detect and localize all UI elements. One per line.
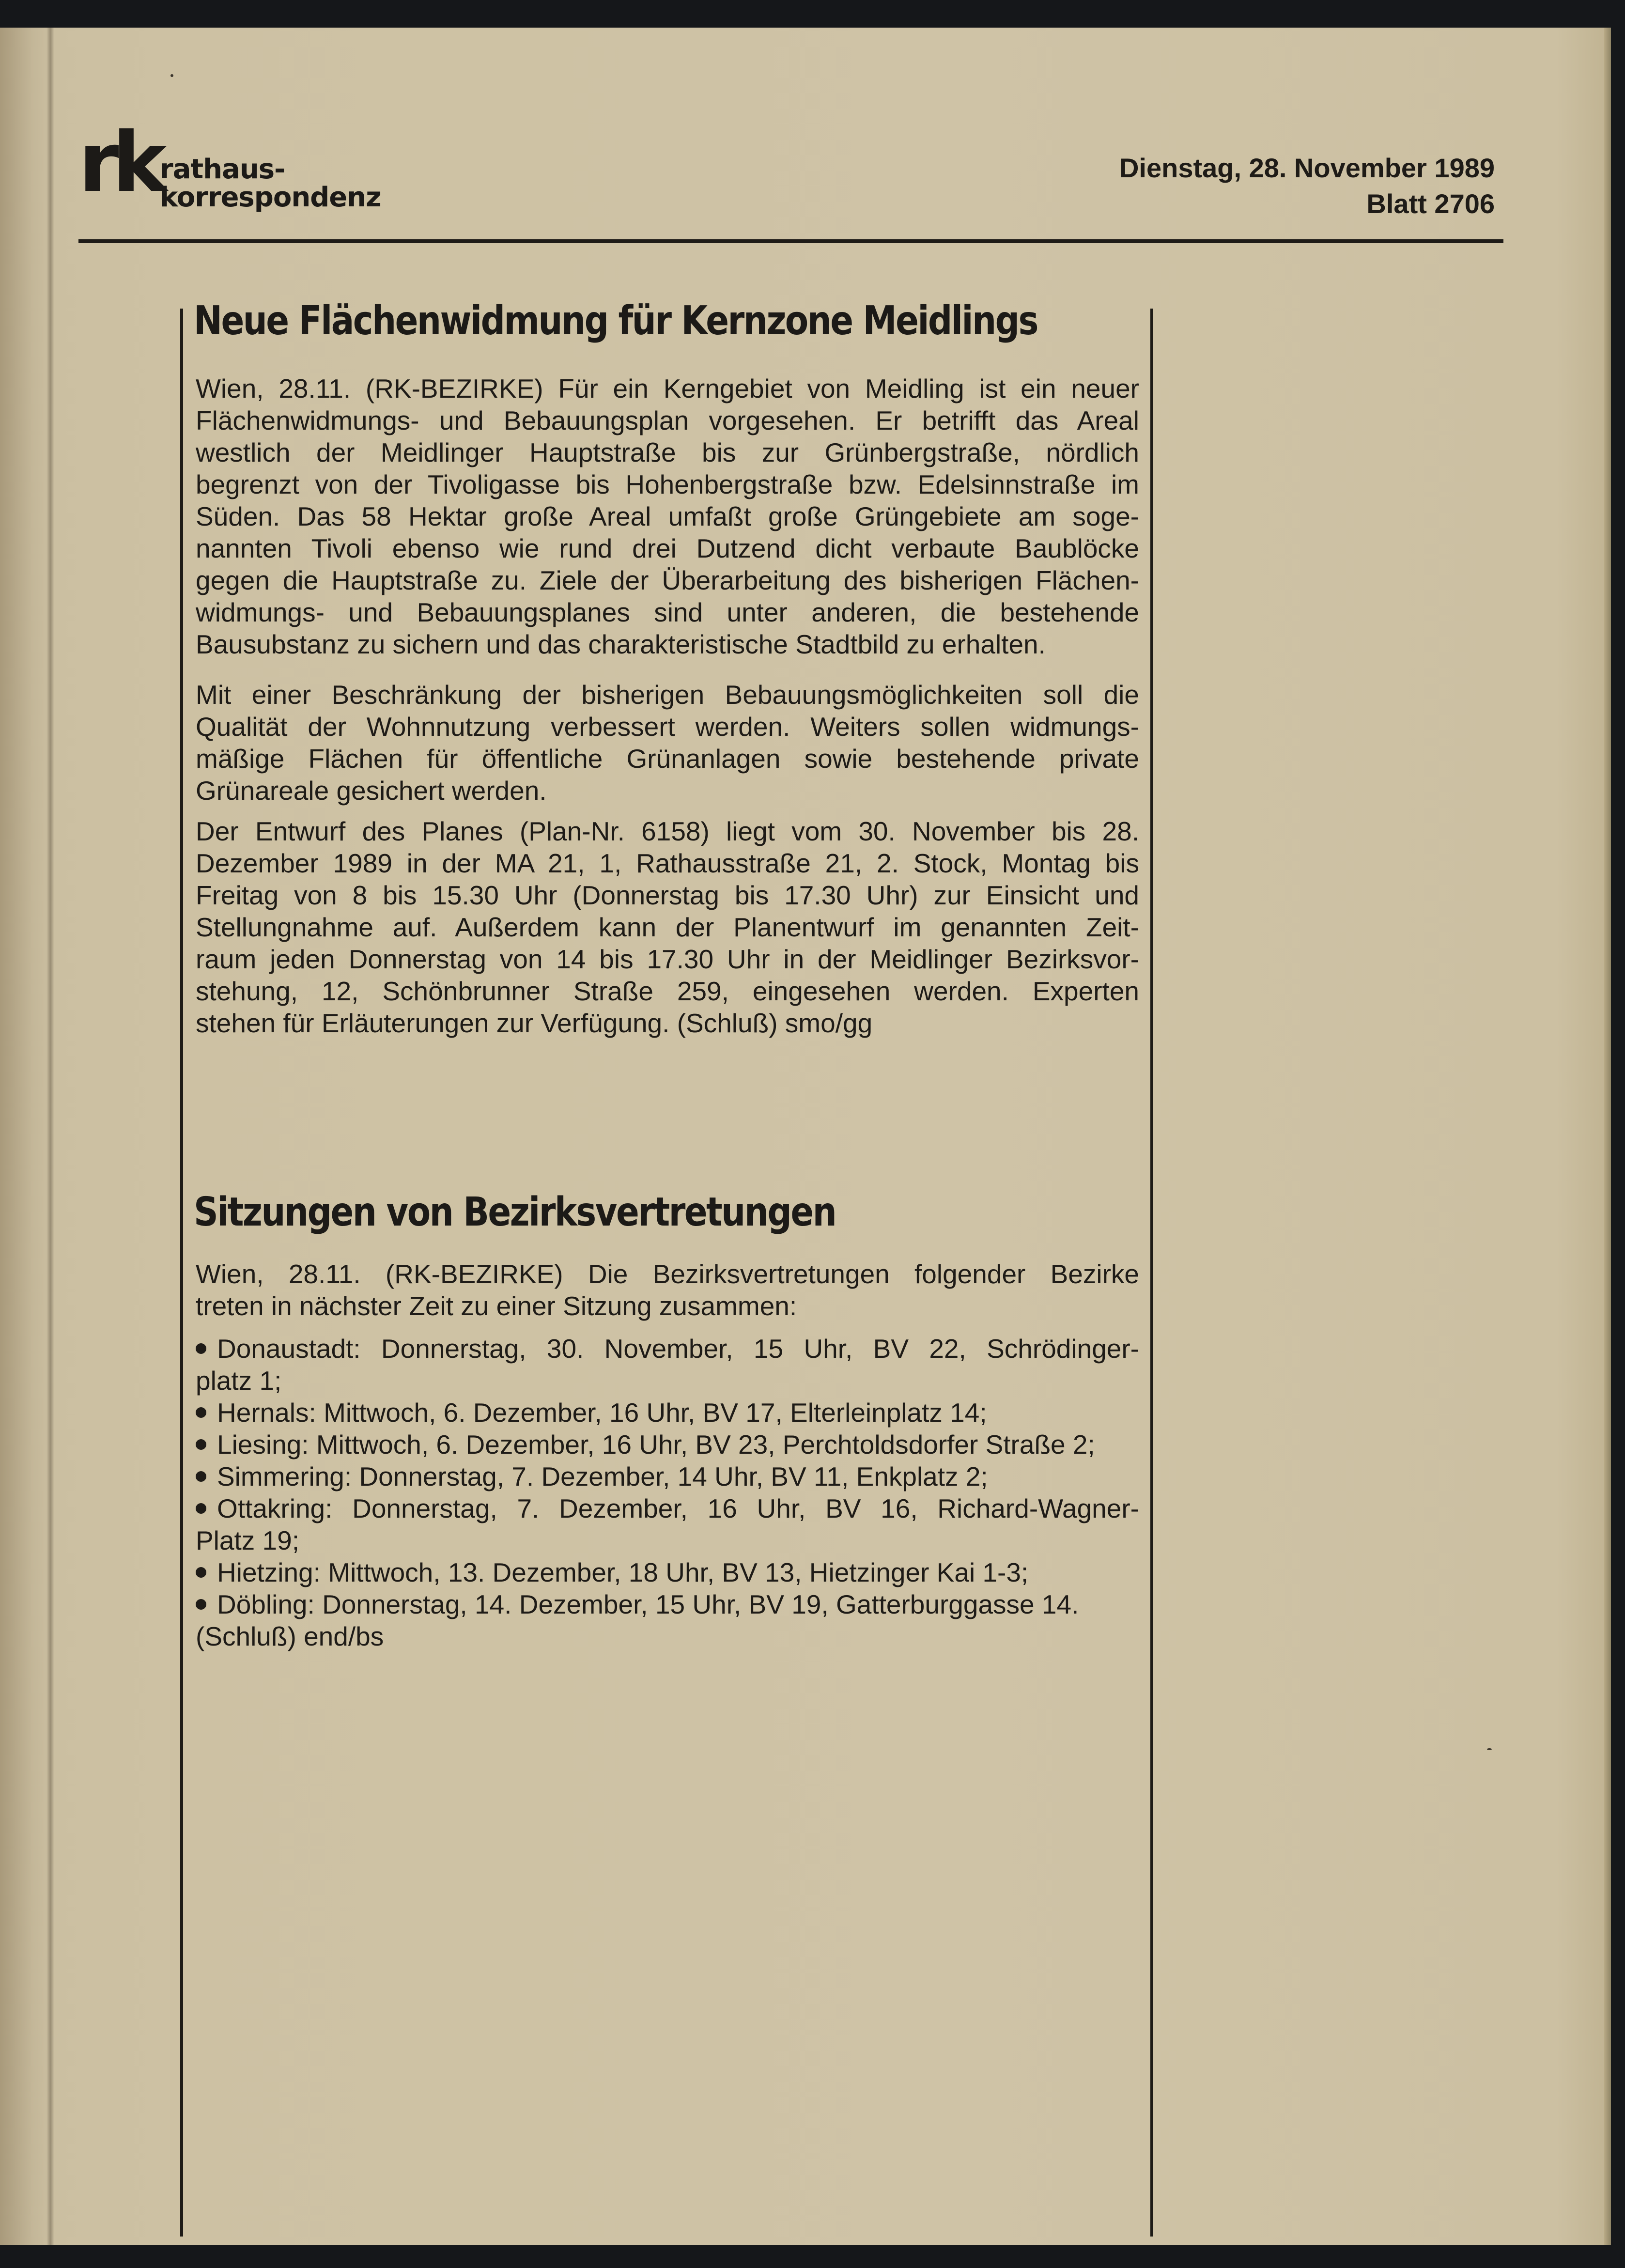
sheet-number: Blatt 2706 [1366, 188, 1495, 219]
bullet-icon [196, 1471, 206, 1482]
scanned-page [0, 28, 1604, 2245]
text-line: Freitag von 8 bis 15.30 Uhr (Donnerstag bis 17.30 Uhr) zur Einsicht und [196, 880, 1139, 910]
issue-date: Dienstag, 28. November 1989 [1119, 153, 1495, 183]
list-item [196, 1460, 1139, 1492]
paper-speck [170, 74, 173, 77]
text-line: gegen die Hauptstraße zu. Ziele der Überarbeitung des bisherigen Flächen- [196, 565, 1139, 595]
text-line: Qualität der Wohnnutzung verbessert werden. Weiters sollen widmungs- [196, 712, 1139, 742]
binding-fold [46, 28, 54, 2245]
text-line: Flächenwidmungs- und Bebauungsplan vorgesehen. Er betrifft das Areal [196, 405, 1139, 435]
text-line: Dezember 1989 in der MA 21, 1, Rathausstraße 21, 2. Stock, Montag bis [196, 848, 1139, 878]
logo-line-1: rathaus- [160, 154, 285, 185]
article-1-paragraph-2 [196, 679, 1139, 807]
text-line: Mit einer Beschränkung der bisherigen Bebauungsmöglichkeiten soll die [196, 680, 1139, 710]
list-item [196, 1556, 1139, 1588]
list-item-text: Hernals: Mittwoch, 6. Dezember, 16 Uhr, BV 17, Elterleinplatz 14; [217, 1398, 987, 1428]
text-line: Süden. Das 58 Hektar große Areal umfaßt große Grüngebiete am soge- [196, 501, 1139, 531]
text-line: raum jeden Donnerstag von 14 bis 17.30 Uhr in der Meidlinger Bezirksvor- [196, 944, 1139, 974]
list-item-text: Donaustadt: Donnerstag, 30. November, 15 Uhr, BV 22, Schrödinger- [217, 1334, 1139, 1364]
text-line: westlich der Meidlinger Hauptstraße bis zur Grünbergstraße, nördlich [196, 437, 1139, 467]
text-line: Stellungnahme auf. Außerdem kann der Planentwurf im genannten Zeit- [196, 912, 1139, 942]
list-item [196, 1588, 1139, 1620]
bullet-icon [196, 1503, 206, 1514]
list-item-continuation: platz 1; [196, 1366, 282, 1396]
text-line: Bausubstanz zu sichern und das charakteristische Stadtbild zu erhalten. [196, 629, 1046, 659]
session-list [196, 1333, 1139, 1652]
bullet-icon [196, 1407, 206, 1418]
article-1-headline: Neue Flächenwidmung für Kernzone Meidlings [194, 298, 1037, 344]
list-item-text: Ottakring: Donnerstag, 7. Dezember, 16 Uhr, BV 16, Richard-Wagner- [217, 1493, 1139, 1523]
page-edge [1604, 28, 1611, 2245]
rk-logo [78, 115, 381, 213]
text-line: stehung, 12, Schönbrunner Straße 259, eingesehen werden. Experten [196, 976, 1139, 1006]
paper-speck [1487, 1748, 1492, 1750]
header-rule [78, 239, 1503, 243]
bullet-icon [196, 1439, 206, 1450]
column-rule-right [1150, 309, 1153, 2237]
text-line: stehen für Erläuterungen zur Verfügung. (Schluß) smo/gg [196, 1008, 873, 1038]
column-rule-left [180, 309, 183, 2237]
list-item-text: Döbling: Donnerstag, 14. Dezember, 15 Uhr, BV 19, Gatterburggasse 14. [217, 1589, 1079, 1619]
list-item [196, 1333, 1139, 1397]
article-2-headline: Sitzungen von Bezirksvertretungen [194, 1189, 836, 1235]
text-line: nannten Tivoli ebenso wie rund drei Dutzend dicht verbaute Baublöcke [196, 533, 1139, 563]
text-line: Wien, 28.11. (RK-BEZIRKE) Die Bezirksvertretungen folgender Bezirke [196, 1259, 1139, 1289]
text-line: Grünareale gesichert werden. [196, 776, 547, 806]
text-line: widmungs- und Bebauungsplanes sind unter anderen, die bestehende [196, 597, 1139, 627]
text-line: mäßige Flächen für öffentliche Grünanlagen sowie bestehende private [196, 744, 1139, 774]
article-2-intro [196, 1258, 1139, 1322]
bullet-icon [196, 1599, 206, 1610]
article-1-paragraph-3 [196, 815, 1139, 1039]
binding-shadow [0, 28, 53, 2245]
list-item [196, 1492, 1139, 1556]
list-item-text: Simmering: Donnerstag, 7. Dezember, 14 Uhr, BV 11, Enkplatz 2; [217, 1461, 988, 1491]
list-item-continuation: Platz 19; [196, 1525, 300, 1555]
text-line: Wien, 28.11. (RK-BEZIRKE) Für ein Kerngebiet von Meidling ist ein neuer [196, 373, 1139, 404]
list-item [196, 1429, 1139, 1460]
bullet-icon [196, 1343, 206, 1354]
text-line: begrenzt von der Tivoligasse bis Hohenbergstraße bzw. Edelsinnstraße im [196, 469, 1139, 499]
text-line: Der Entwurf des Planes (Plan-Nr. 6158) liegt vom 30. November bis 28. [196, 816, 1139, 846]
bullet-icon [196, 1567, 206, 1578]
list-item-text: Hietzing: Mittwoch, 13. Dezember, 18 Uhr, BV 13, Hietzinger Kai 1-3; [217, 1557, 1029, 1587]
article-1-paragraph-1 [196, 373, 1139, 660]
text-line: treten in nächster Zeit zu einer Sitzung zusammen: [196, 1291, 797, 1321]
article-2-closing: (Schluß) end/bs [196, 1621, 384, 1651]
logo-line-2: korrespondenz [160, 182, 381, 213]
list-item [196, 1397, 1139, 1429]
list-item-text: Liesing: Mittwoch, 6. Dezember, 16 Uhr, BV 23, Perchtoldsdorfer Straße 2; [217, 1429, 1095, 1460]
logo-mark: rk [78, 115, 160, 211]
